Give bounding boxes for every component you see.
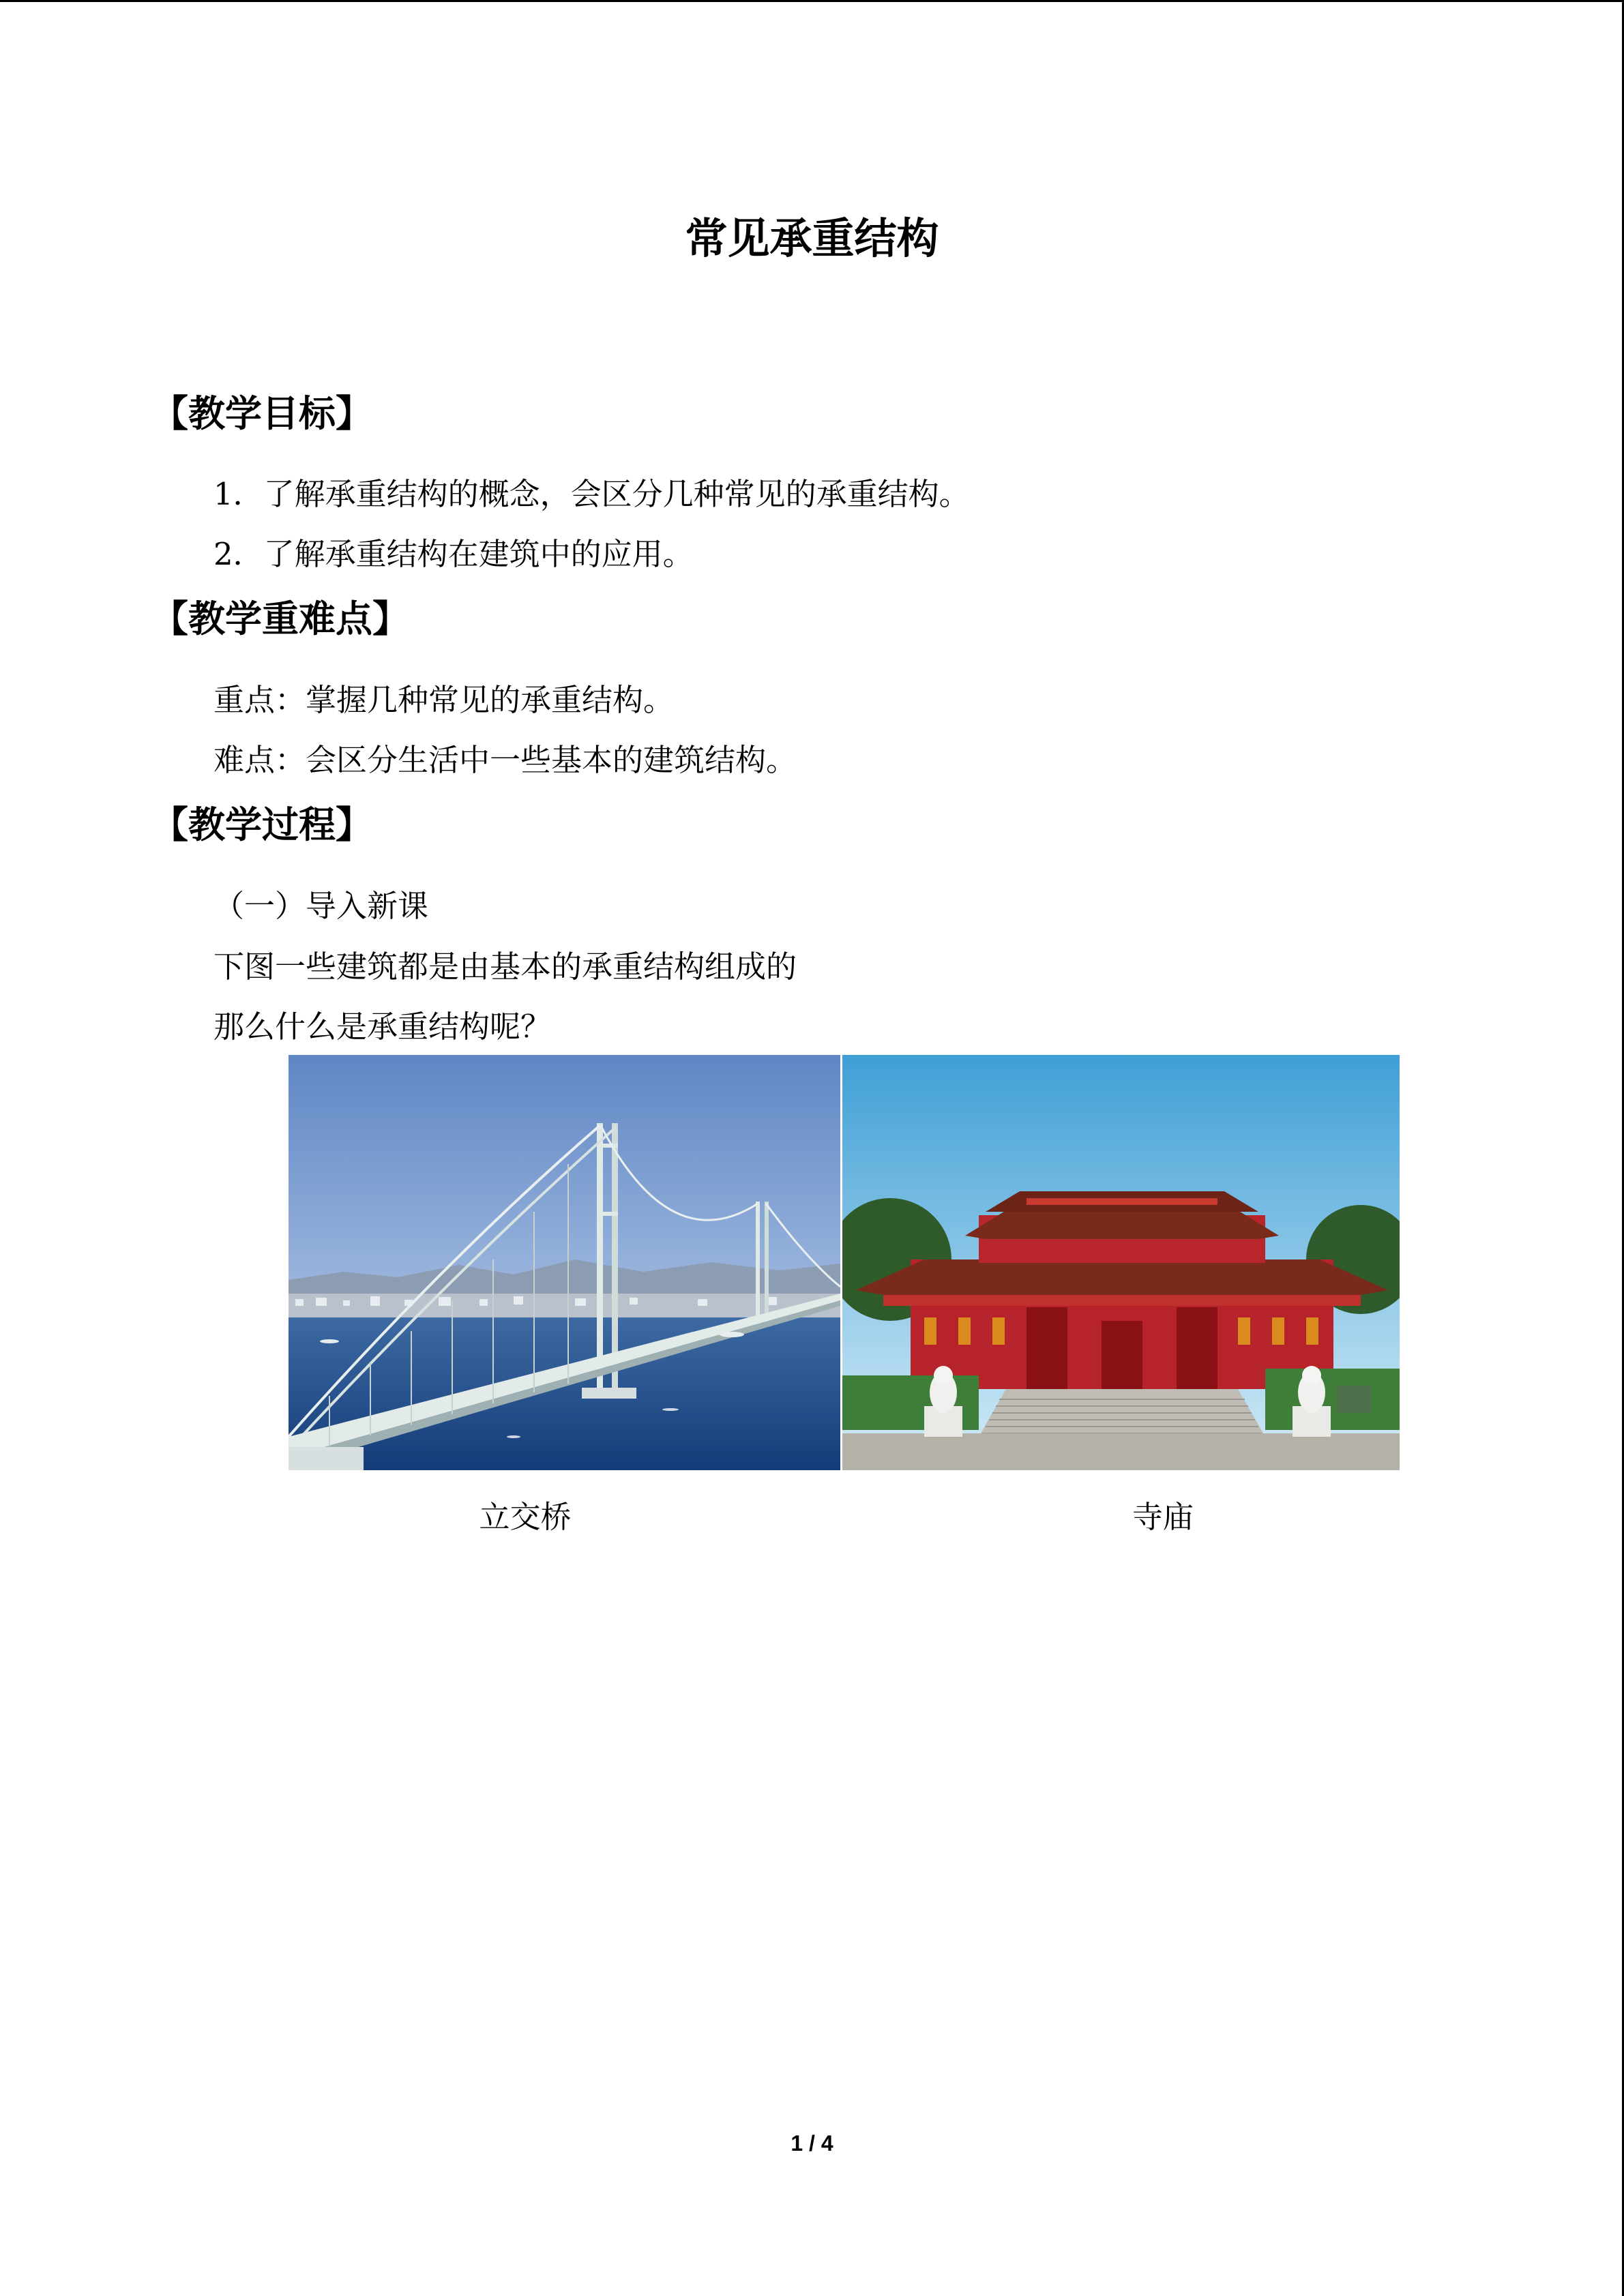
document-title: 常见承重结构 — [685, 213, 939, 263]
process-subheading: （一）导入新课 — [213, 888, 429, 924]
figure-caption-temple: 寺庙 — [1132, 1499, 1194, 1535]
page-number: 1 / 4 — [791, 2131, 833, 2156]
figure-caption-bridge: 立交桥 — [479, 1499, 572, 1535]
bridge-photo — [289, 1055, 842, 1470]
section-heading-key-points: 【教学重难点】 — [151, 597, 409, 640]
key-point-difficulty: 难点：会区分生活中一些基本的建筑结构。 — [213, 742, 797, 778]
goal-item-2: 2．了解承重结构在建筑中的应用。 — [213, 536, 694, 572]
goal-item-1: 1．了解承重结构的概念，会区分几种常见的承重结构。 — [213, 476, 970, 512]
figure-photos — [289, 1055, 1400, 1470]
process-line-1: 下图一些建筑都是由基本的承重结构组成的 — [213, 949, 797, 985]
section-heading-process: 【教学过程】 — [151, 803, 372, 846]
section-heading-goals: 【教学目标】 — [151, 392, 372, 435]
key-point-focus: 重点：掌握几种常见的承重结构。 — [213, 682, 675, 718]
process-line-2: 那么什么是承重结构呢？ — [213, 1009, 552, 1045]
page-top-border — [0, 0, 1624, 2]
temple-photo — [842, 1055, 1400, 1470]
